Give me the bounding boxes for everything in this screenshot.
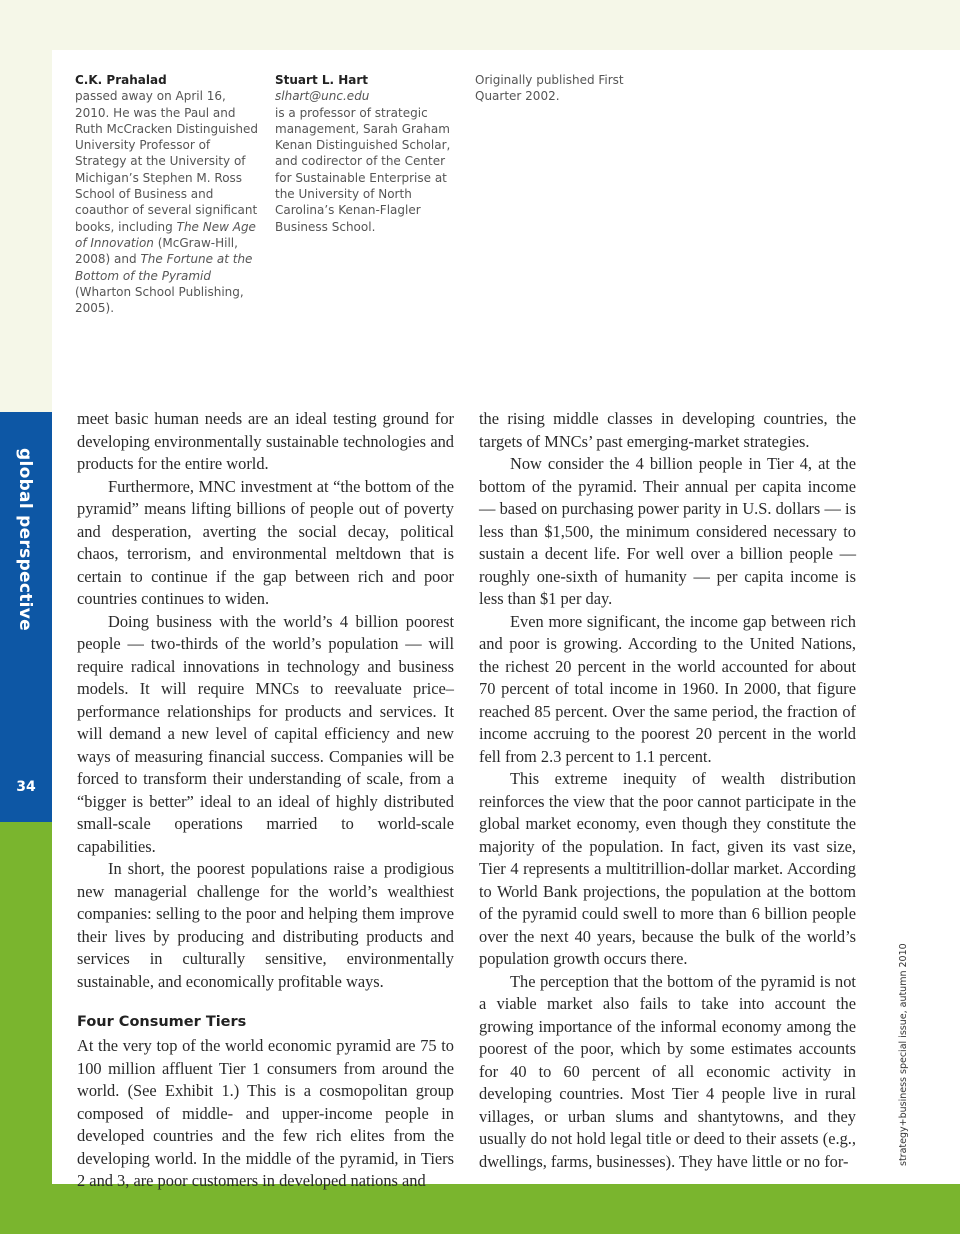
- paragraph: the rising middle classes in developing countries, the targets of MNCs’ past emerging-market strategies.: [479, 409, 856, 451]
- paragraph: Furthermore, MNC investment at “the bottom of the pyramid” means lifting billions of people out of poverty and desperation, averting the social decay, political chaos, terrorism, and environmental meltdown that is certain to continue if the gap between rich and poor countries continues to widen.: [77, 476, 454, 608]
- bio-text: is a professor of strategic management, Sarah Graham Kenan Distinguished Scholar, and codirector of the Center for Sustainable Enterprise at the University of North Carolina’s Kenan-Flagler Business School.: [275, 105, 451, 234]
- paragraph: Doing business with the world’s 4 billion poorest people — two-thirds of the world’s population — will require radical innovations in technology and business models. It will require MNCs to reevaluate price–performance relationships for products and services. It will demand a new level of capital efficiency and new ways of measuring financial success. Companies will be forced to transform their understanding of scale, from a “bigger is better” ideal to an ideal of highly distributed small-scale operations married to world-scale capabilities.: [77, 611, 454, 856]
- left-green-band: [0, 822, 52, 1184]
- publication-note-text: Originally published First Quarter 2002.: [475, 73, 624, 104]
- column-left: [77, 408, 454, 1193]
- book-title: The New Age of Innovation: [75, 219, 256, 250]
- publication-note: [475, 72, 635, 105]
- page-number: 34: [16, 779, 36, 795]
- running-footer: strategy+business special issue, autumn 2010: [898, 943, 909, 1166]
- bio-email[interactable]: slhart@unc.edu: [275, 89, 370, 104]
- bio-name: C.K. Prahalad: [75, 73, 167, 87]
- bio-text: passed away on April 16, 2010. He was the Paul and Ruth McCracken Distinguished University Professor of Strategy at the University of Michigan’s Stephen M. Ross School of Business and coauthor of several significant books, including The New Age of Innovation (McGraw-Hill, 2008) and The Fortune at the Bottom of the Pyramid (Wharton School Publishing, 2005).: [75, 89, 258, 316]
- paragraph: Now consider the 4 billion people in Tier 4, at the bottom of the pyramid. Their annual per capita income — based on purchasing power parity in U.S. dollars — is less than $1,500, the minimum considered necessary to sustain a decent life. For well over a billion people — roughly one-sixth of humanity — per capita income is less than $1 per day.: [479, 454, 856, 608]
- column-right: [479, 408, 856, 1173]
- paragraph: At the very top of the world economic pyramid are 75 to 100 million affluent Tier 1 consumers from around the world. (See Exhibit 1.) This is a cosmopolitan group composed of middle- and upper-income people in developed countries and the few rich elites from the developing world. In the middle of the pyramid, in Tiers 2 and 3, are poor customers in developed nations and: [77, 1036, 454, 1190]
- bio-hart: [275, 72, 453, 235]
- bio-prahalad: [75, 72, 260, 316]
- book-title: The Fortune at the Bottom of the Pyramid: [75, 252, 253, 283]
- subheading: Four Consumer Tiers: [77, 1014, 247, 1030]
- paragraph: In short, the poorest populations raise a prodigious new managerial challenge for the world’s wealthiest companies: selling to the poor and helping them improve their lives by producing and distributing products and services in culturally sensitive, environmentally sustainable, and economically profitable ways.: [77, 859, 454, 991]
- paragraph: Even more significant, the income gap between rich and poor is growing. According to the United Nations, the richest 20 percent in the world accounted for about 70 percent of total income in 1960. In 2000, that figure reached 85 percent. Over the same period, the fraction of income accruing to the poorest 20 percent in the world fell from 2.3 percent to 1.1 percent.: [479, 611, 856, 766]
- bio-name: Stuart L. Hart: [275, 73, 369, 87]
- section-label: global perspective: [15, 448, 35, 632]
- paragraph: meet basic human needs are an ideal testing ground for developing environmentally sustainable technologies and products for the entire world.: [77, 409, 454, 473]
- paragraph: This extreme inequity of wealth distribution reinforces the view that the poor cannot participate in the global market economy, even though they constitute the majority of the population. In fact, given its vast size, Tier 4 represents a multitrillion-dollar market. According to World Bank projections, the population at the bottom of the pyramid could swell to more than 6 billion people over the next 40 years, because the bulk of the world’s population growth occurs there.: [479, 769, 856, 968]
- paragraph: The perception that the bottom of the pyramid is not a viable market also fails to take into account the growing importance of the informal economy among the poorest of the poor, which by some estimates accounts for 40 to 60 percent of all economic activity in developing countries. Most Tier 4 people live in rural villages, or urban slums and shantytowns, and they usually do not hold legal title or deed to their assets (e.g., dwellings, farms, businesses). They have little or no for-: [479, 971, 856, 1171]
